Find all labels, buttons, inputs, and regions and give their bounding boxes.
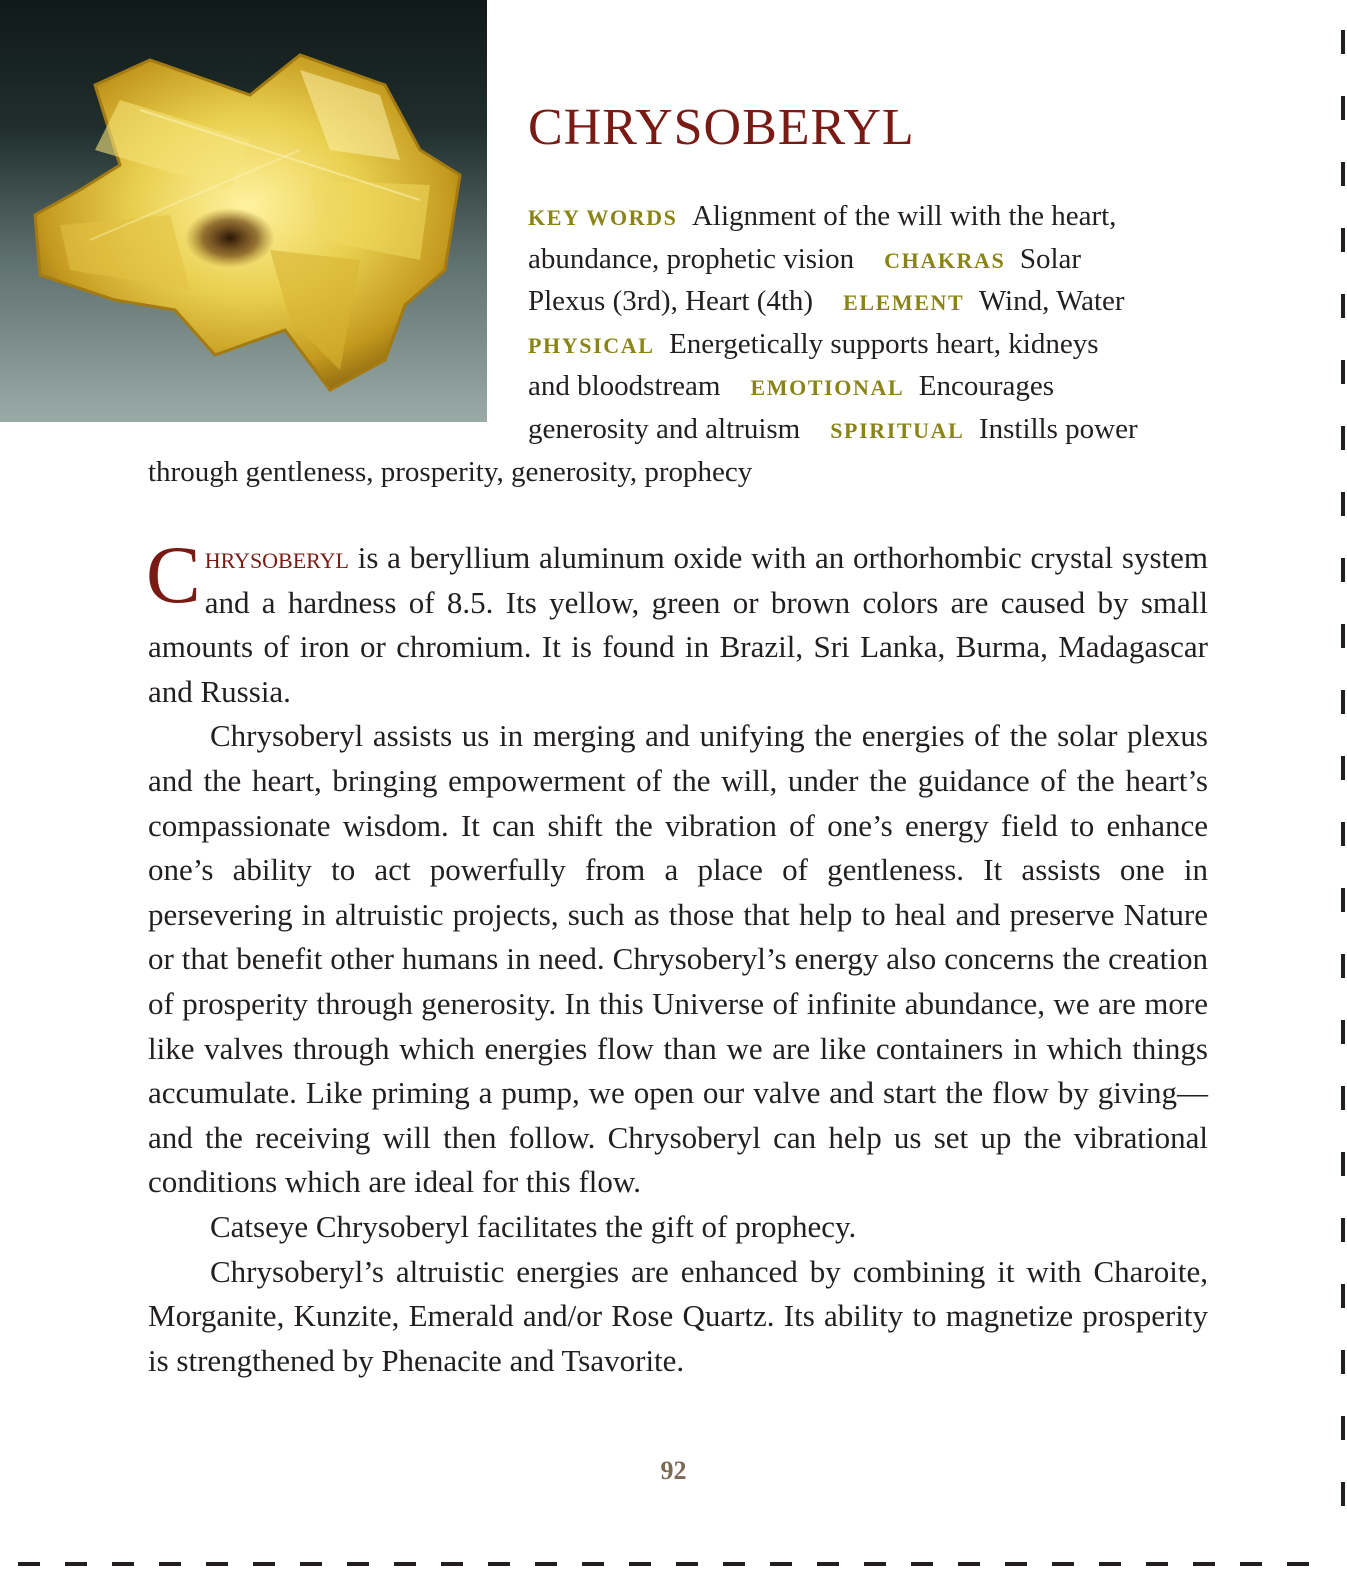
- crop-mark: [817, 1562, 839, 1566]
- properties-line: [528, 239, 1208, 282]
- crop-mark: [1341, 1020, 1345, 1044]
- spiritual-text: Instills power: [978, 412, 1138, 445]
- crop-mark: [1341, 96, 1345, 120]
- crop-mark: [159, 1562, 181, 1566]
- crop-mark: [1341, 30, 1345, 54]
- spiritual-label: SPIRITUAL: [830, 417, 965, 443]
- chakras-text: Solar: [1019, 242, 1082, 275]
- crop-mark: [18, 1562, 40, 1566]
- crop-mark: [1341, 228, 1345, 252]
- properties-line: [528, 409, 1208, 452]
- crop-mark: [1341, 1218, 1345, 1242]
- crop-mark: [1341, 492, 1345, 516]
- crop-mark: [1341, 888, 1345, 912]
- crop-mark: [1193, 1562, 1215, 1566]
- crop-mark: [1341, 1482, 1345, 1506]
- crop-mark: [676, 1562, 698, 1566]
- crop-mark: [65, 1562, 87, 1566]
- crop-mark: [1005, 1562, 1027, 1566]
- crop-mark: [1341, 1086, 1345, 1110]
- properties-line: [528, 324, 1208, 367]
- crop-mark: [1341, 360, 1345, 384]
- crop-mark: [1341, 1152, 1345, 1176]
- paragraph-text: is a beryllium aluminum oxide with an orthorhombic crystal system and a hardness of 8.5. Its yellow, green or brown colors are caused by small amounts of iron or chromium. It is found in Brazil, Sri Lanka, Burma, Madagascar and Russia.: [148, 540, 1208, 709]
- key-words-text: abundance, prophetic vision: [528, 242, 855, 275]
- paragraph: Chrysoberyl assists us in merging and unifying the energies of the solar plexus and the heart, bringing empowerment of the will, under the guidance of the heart’s compassionate wisdom. It can shift the vibration of one’s energy field to enhance one’s ability to act powerfully from a place of gentleness. It assists one in persevering in altruistic projects, such as those that help to heal and preserve Nature or that benefit other humans in need. Chrysoberyl’s energy also concerns the creation of prosperity through generosity. In this Universe of infinite abundance, we are more like valves through which energies flow than we are like containers in which things accumulate. Like priming a pump, we open our valve and start the flow by giving—and the receiving will then follow. Chrysoberyl can help us set up the vibrational conditions which are ideal for this flow.: [148, 718, 1208, 1200]
- spiritual-text: through gentleness, prosperity, generosity, prophecy: [148, 455, 753, 488]
- page-title: CHRYSOBERYL: [528, 99, 915, 156]
- element-text: Wind, Water: [978, 285, 1125, 318]
- emotional-text: generosity and altruism: [528, 412, 801, 445]
- physical-text: Energetically supports heart, kidneys: [669, 327, 1099, 360]
- key-words-label: KEY WORDS: [528, 205, 678, 230]
- properties-line: [528, 281, 1208, 324]
- crop-mark: [958, 1562, 980, 1566]
- properties-line: [528, 196, 1208, 239]
- crop-mark: [911, 1562, 933, 1566]
- crystal-illustration: [0, 0, 487, 422]
- bottom-crop-marks: [0, 1560, 1347, 1572]
- crop-mark: [1341, 294, 1345, 318]
- crop-mark: [1341, 690, 1345, 714]
- crop-mark: [1099, 1562, 1121, 1566]
- crop-mark: [488, 1562, 510, 1566]
- physical-label: PHYSICAL: [528, 332, 655, 358]
- crop-mark: [253, 1562, 275, 1566]
- crop-mark: [864, 1562, 886, 1566]
- physical-text: and bloodstream: [528, 370, 721, 403]
- properties-block: [148, 196, 1208, 493]
- properties-line: [148, 452, 1208, 494]
- crop-mark: [1341, 558, 1345, 582]
- crop-mark: [770, 1562, 792, 1566]
- emotional-label: EMOTIONAL: [750, 375, 905, 401]
- crop-mark: [1341, 756, 1345, 780]
- crop-mark: [1341, 426, 1345, 450]
- chakras-label: CHAKRAS: [884, 247, 1006, 273]
- paragraph: Chrysoberyl’s altruistic energies are enhanced by combining it with Charoite, Morganite, Kunzite, Emerald and/or Rose Quartz. Its ability to magnetize prosperity is strengthened by Phenacite and Tsavorite.: [148, 1253, 1208, 1378]
- lead-in: hrysoberyl: [204, 540, 349, 575]
- crop-mark: [347, 1562, 369, 1566]
- right-crop-marks: [1335, 0, 1347, 1572]
- crop-mark: [1341, 822, 1345, 846]
- crop-mark: [300, 1562, 322, 1566]
- chakras-text: Plexus (3rd), Heart (4th): [528, 285, 814, 318]
- crop-mark: [206, 1562, 228, 1566]
- properties-line: [528, 366, 1208, 409]
- drop-cap: C: [146, 529, 201, 620]
- crop-mark: [723, 1562, 745, 1566]
- crop-mark: [112, 1562, 134, 1566]
- crop-mark: [1052, 1562, 1074, 1566]
- crop-mark: [441, 1562, 463, 1566]
- crop-mark: [1287, 1562, 1309, 1566]
- crop-mark: [394, 1562, 416, 1566]
- page-number: 92: [660, 1456, 687, 1485]
- crop-mark: [1341, 1350, 1345, 1374]
- crop-mark: [1341, 624, 1345, 648]
- crop-mark: [629, 1562, 651, 1566]
- crop-mark: [1146, 1562, 1168, 1566]
- crop-mark: [1240, 1562, 1262, 1566]
- paragraph: [146, 529, 1208, 714]
- crop-mark: [1341, 1416, 1345, 1440]
- crop-mark: [1341, 162, 1345, 186]
- element-label: ELEMENT: [843, 290, 965, 316]
- emotional-text: Encourages: [918, 370, 1055, 403]
- crop-mark: [582, 1562, 604, 1566]
- chrysoberyl-crystal-photo: [0, 0, 487, 422]
- key-words-text: Alignment of the will with the heart,: [691, 200, 1117, 232]
- body-text: [146, 529, 1208, 1383]
- paragraph: Catseye Chrysoberyl facilitates the gift of prophecy.: [210, 1208, 857, 1244]
- crop-mark: [1341, 954, 1345, 978]
- crop-mark: [1341, 1284, 1345, 1308]
- crop-mark: [535, 1562, 557, 1566]
